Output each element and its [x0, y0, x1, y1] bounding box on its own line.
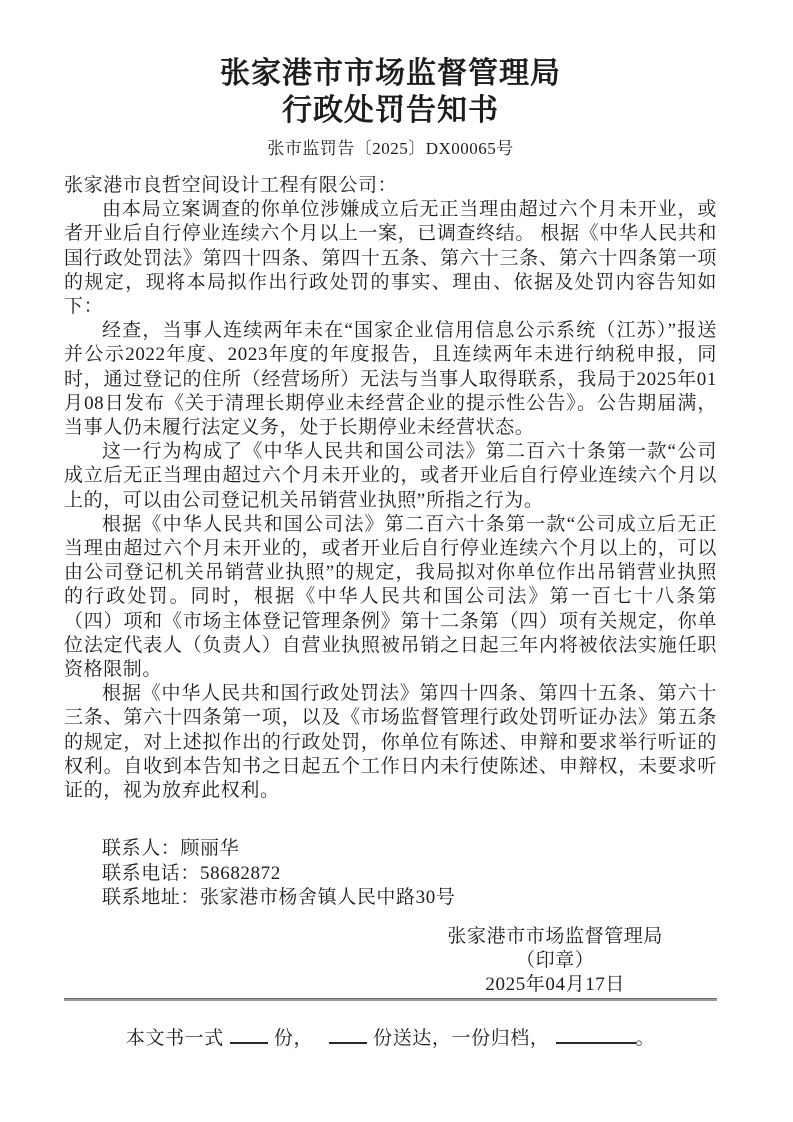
contact-person-value: 顾丽华	[180, 838, 240, 860]
contact-phone-value: 58682872	[200, 862, 281, 884]
paragraph-violation-determination: 这一行为构成了《中华人民共和国公司法》第二百六十条第一款“公司成立后无正当理由超过六个月未开业的，或者开业后自行停业连续六个月以上的，可以由公司登记机关吊销营业执照”所指之行为。	[64, 441, 717, 511]
contact-address-row	[102, 886, 717, 910]
contact-phone-row	[102, 862, 717, 886]
remark-blank	[556, 1026, 636, 1044]
distribution-note	[64, 1023, 717, 1050]
paragraph-case-summary: 由本局立案调查的你单位涉嫌成立后无正当理由超过六个月未开业，或者开业后自行停业连续六个月以上一案，已调查终结。 根据《中华人民共和国行政处罚法》第四十四条、第四十五条、第六十三条、第六十四条第一项的规定，现将本局拟作出行政处罚的事实、理由、依据及处罚内容告知如下：	[64, 199, 717, 318]
contact-person-label: 联系人：	[102, 838, 181, 860]
paragraph-rights-notice: 根据《中华人民共和国行政处罚法》第四十四条、第四十五条、第六十三条、第六十四条第一项，以及《市场监督管理行政处罚听证办法》第五条的规定，对上述拟作出的行政处罚，你单位有陈述、申辩和要求举行听证的权利。自收到本告知书之日起五个工作日内未行使陈述、申辩权，未要求听证的，视为放弃此权利。	[64, 683, 717, 802]
signature-block	[447, 925, 663, 997]
signature-seal-placeholder: （印章）	[515, 950, 595, 972]
contact-person-row	[102, 837, 717, 861]
delivery-count-blank	[329, 1026, 367, 1044]
document-body	[64, 174, 717, 803]
copies-count-blank	[230, 1026, 268, 1044]
contact-address-label: 联系地址：	[102, 886, 201, 908]
divider-rule	[64, 998, 717, 1001]
contact-phone-label: 联系电话：	[102, 862, 201, 884]
contact-block	[64, 837, 717, 910]
contact-address-value: 张家港市杨舍镇人民中路30号	[200, 886, 456, 908]
paragraph-proposed-penalty: 根据《中华人民共和国公司法》第二百六十条第一款“公司成立后无正当理由超过六个月未开业的，或者开业后自行停业连续六个月以上的，可以由公司登记机关吊销营业执照”的规定，我局拟对你单位作出吊销营业执照的行政处罚。同时，根据《中华人民共和国公司法》第一百七十八条第（四）项和《市场主体登记管理条例》第十二条第（四）项有关规定，你单位法定代表人（负责人）自营业执照被吊销之日起三年内将被依法实施任职资格限制。	[64, 513, 717, 681]
document-title: 行政处罚告知书	[282, 94, 499, 127]
distribution-text-4: 。	[635, 1028, 656, 1050]
distribution-text-2: 份，	[273, 1028, 314, 1050]
agency-title: 张家港市市场监督管理局	[220, 57, 561, 90]
salutation: 张家港市良哲空间设计工程有限公司：	[64, 175, 398, 196]
paragraph-investigation-findings: 经查，当事人连续两年未在“国家企业信用信息公示系统（江苏）”报送并公示2022年度、2023年度的年度报告，且连续两年未进行纳税申报，同时，通过登记的住所（经营场所）无法与当事人取得联系，我局于2025年01月08日发布《关于清理长期停业未经营企业的提示性公告》。公告期届满，当事人仍未履行法定义务，处于长期停业未经营状态。	[64, 320, 717, 439]
signature-date: 2025年04月17日	[485, 974, 625, 996]
signature-agency: 张家港市市场监督管理局	[447, 926, 663, 948]
document-number: 张市监罚告〔2025〕DX00065号	[267, 139, 514, 158]
distribution-text-1: 本文书一式	[125, 1028, 224, 1050]
distribution-text-3: 份送达，一份归档，	[373, 1028, 550, 1050]
